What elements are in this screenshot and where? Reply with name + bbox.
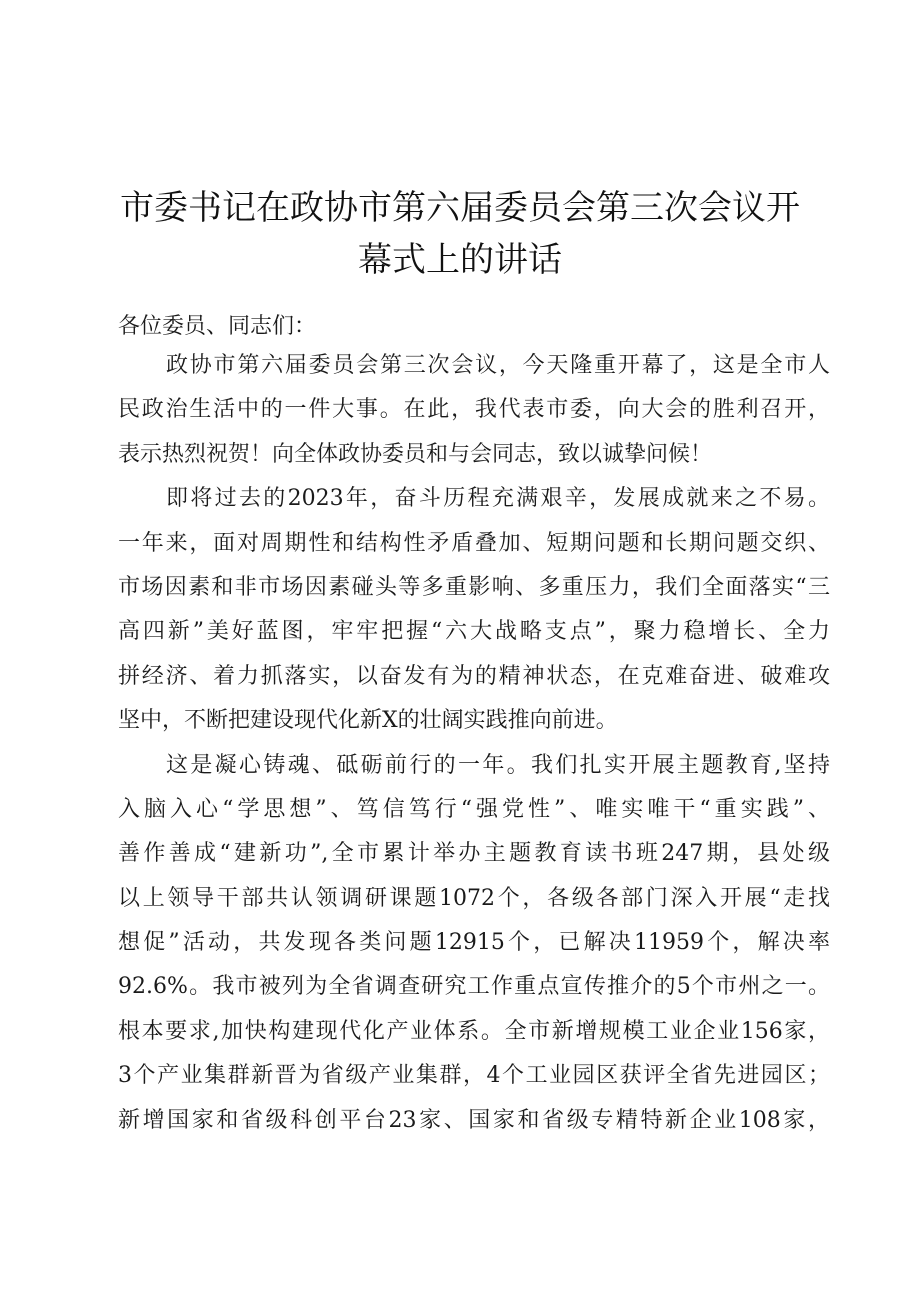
text-line: 即将过去的2023年，奋斗历程充满艰辛，发展成就来之不易。 xyxy=(166,486,830,512)
paragraph-review xyxy=(118,477,830,743)
text-line: 表示热烈祝贺！向全体政协委员和与会同志，致以诚挚问候！ xyxy=(118,441,713,467)
text-line: 这是凝心铸魂、砥砺前行的一年。我们扎实开展主题教育,坚持 xyxy=(166,752,830,778)
text-line: 市场因素和非市场因素碰头等多重影响、多重压力，我们全面落实“三 xyxy=(118,574,830,600)
text-line: 坚中，不断把建设现代化新X的壮阔实践推向前进。 xyxy=(118,708,618,734)
paragraph-achievements xyxy=(118,744,830,1144)
text-line: 一年来，面对周期性和结构性矛盾叠加、短期问题和长期问题交织、 xyxy=(118,530,830,556)
text-line: 92.6%。我市被列为全省调查研究工作重点宣传推介的5个市州之一。 xyxy=(118,974,830,1000)
text-line: 新增国家和省级科创平台23家、国家和省级专精特新企业108家， xyxy=(118,1107,830,1133)
text-line: 拼经济、着力抓落实，以奋发有为的精神状态，在克难奋进、破难攻 xyxy=(118,663,830,689)
document-body xyxy=(118,310,830,1143)
text-line: 以上领导干部共认领调研课题1072个，各级各部门深入开展“走找 xyxy=(118,885,830,911)
text-line: 政协市第六届委员会第三次会议，今天隆重开幕了，这是全市人 xyxy=(166,353,830,378)
title-line-2: 幕式上的讲话 xyxy=(358,240,562,280)
text-line: 3个产业集群新晋为省级产业集群，4个工业园区获评全省先进园区； xyxy=(118,1063,830,1089)
title-line-1: 市委书记在政协市第六届委员会第三次会议开 xyxy=(120,188,800,228)
text-line: 善作善成“建新功”,全市累计举办主题教育读书班247期，县处级 xyxy=(118,841,830,867)
text-line: 高四新”美好蓝图，牢牢把握“六大战略支点”，聚力稳增长、全力 xyxy=(118,619,830,645)
document-title xyxy=(100,182,820,286)
text-line: 根本要求,加快构建现代化产业体系。全市新增规模工业企业156家， xyxy=(118,1018,830,1044)
text-line: 想促”活动，共发现各类问题12915个，已解决11959个，解决率 xyxy=(118,930,830,956)
text-line: 民政治生活中的一件大事。在此，我代表市委，向大会的胜利召开， xyxy=(118,397,830,423)
text-line: 入脑入心“学思想”、笃信笃行“强党性”、唯实唯干“重实践”、 xyxy=(118,796,830,822)
paragraph-opening xyxy=(118,344,830,477)
salutation: 各位委员、同志们： xyxy=(118,314,317,339)
